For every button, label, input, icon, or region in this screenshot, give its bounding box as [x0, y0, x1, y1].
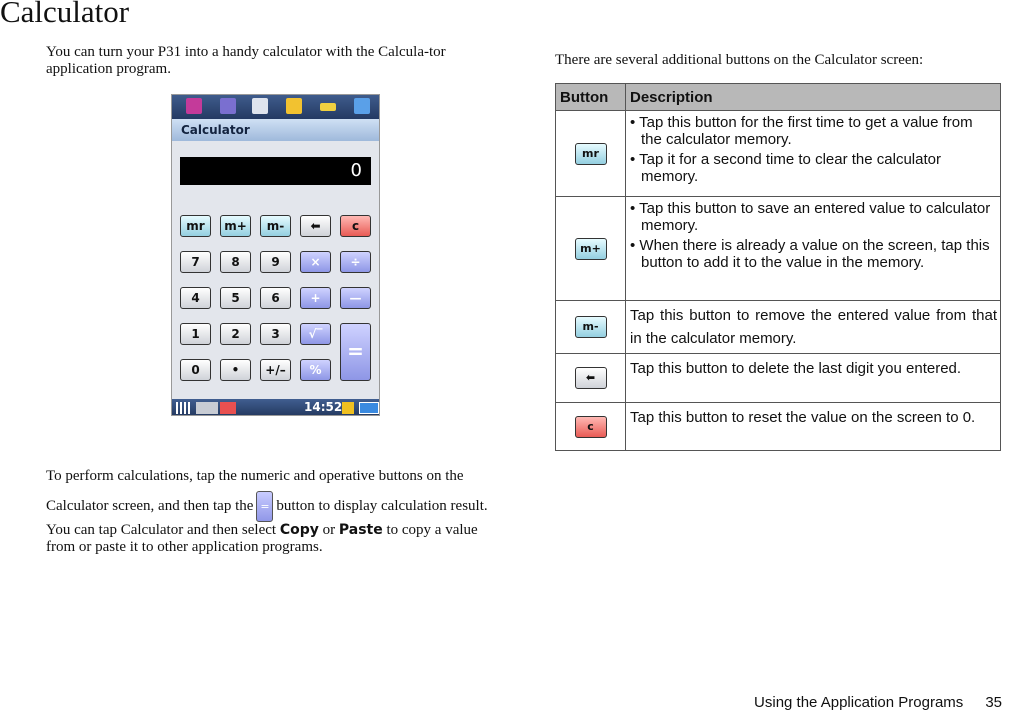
page-footer: [732, 694, 1002, 711]
description-line: • Tap this button for the first time to get a value from the calculator memory.: [630, 114, 973, 148]
paste-menu-term: Paste: [338, 522, 383, 538]
phone-taskbar: [172, 95, 380, 119]
signal-icon: [176, 402, 192, 414]
m-plus-key[interactable]: m+: [220, 215, 251, 237]
status-time: 14:52: [304, 400, 343, 414]
key-9[interactable]: 9: [260, 251, 291, 273]
key-1[interactable]: 1: [180, 323, 211, 345]
backspace-key[interactable]: ⬅: [300, 215, 331, 237]
multiply-key[interactable]: ×: [300, 251, 331, 273]
button-description-table: [555, 83, 1001, 451]
calculator-screenshot: [171, 94, 380, 416]
table-row: [556, 354, 1001, 403]
apps-icon: [354, 98, 370, 114]
copy-paste-or: or: [322, 522, 336, 538]
speaker-icon: [342, 402, 354, 414]
button-cell: [556, 403, 626, 451]
battery-icon: [359, 402, 379, 414]
key-7[interactable]: 7: [180, 251, 211, 273]
intro-paragraph: You can turn your P31 into a handy calculator with the Calcula-tor application program.: [46, 44, 446, 77]
key-6[interactable]: 6: [260, 287, 291, 309]
description-cell: Tap this button to remove the entered value from that in the calculator memory.: [626, 301, 1001, 354]
table-row: [556, 197, 1001, 301]
table-header-row: [556, 84, 1001, 111]
description-line: • Tap it for a second time to clear the calculator memory.: [630, 151, 941, 185]
percent-key[interactable]: %: [300, 359, 331, 381]
copy-paste-text-a: You can tap Calculator and then select: [46, 522, 277, 538]
footer-section: Using the Application Programs: [754, 694, 964, 711]
table-row: [556, 403, 1001, 451]
add-key[interactable]: +: [300, 287, 331, 309]
sign-key[interactable]: +/–: [260, 359, 291, 381]
page-number: 35: [985, 694, 1002, 711]
m-plus-button-icon: m+: [575, 238, 607, 260]
table-row: [556, 111, 1001, 197]
clear-button-icon: c: [575, 416, 607, 438]
description-cell: Tap this button to reset the value on the screen to 0.: [626, 403, 1001, 451]
key-5[interactable]: 5: [220, 287, 251, 309]
header-description: Description: [626, 84, 1001, 111]
table-row: [556, 301, 1001, 354]
tools-icon: [320, 103, 336, 111]
button-cell: [556, 301, 626, 354]
key-3[interactable]: 3: [260, 323, 291, 345]
copy-menu-term: Copy: [279, 522, 319, 538]
description-cell: [626, 197, 1001, 301]
description-line: • Tap this button to save an entered value to calculator memory.: [630, 200, 991, 234]
copy-paste-text-b: to copy a value from or paste it to other application programs.: [46, 522, 478, 555]
divide-key[interactable]: ÷: [340, 251, 371, 273]
mr-button-icon: mr: [575, 143, 607, 165]
description-cell: [626, 111, 1001, 197]
mr-key[interactable]: mr: [180, 215, 211, 237]
equals-button-inline-icon: =: [256, 491, 273, 522]
header-button: Button: [556, 84, 626, 111]
button-cell: [556, 354, 626, 403]
instructions-text-a: To perform calculations, tap the numeric and operative buttons on the Calculator screen, and then tap the: [46, 468, 464, 514]
key-4[interactable]: 4: [180, 287, 211, 309]
table-intro: There are several additional buttons on the Calculator screen:: [555, 52, 924, 68]
envelope-icon: [220, 402, 236, 414]
equals-key[interactable]: =: [340, 323, 371, 381]
calculator-body: [172, 141, 380, 399]
copy-paste-paragraph: [46, 522, 506, 556]
sqrt-key[interactable]: √‾: [300, 323, 331, 345]
button-cell: [556, 111, 626, 197]
backspace-button-icon: ⬅: [575, 367, 607, 389]
button-cell: [556, 197, 626, 301]
mail-icon: [252, 98, 268, 114]
keyboard-icon: [196, 402, 218, 414]
key-0[interactable]: 0: [180, 359, 211, 381]
decimal-key[interactable]: •: [220, 359, 251, 381]
m-minus-button-icon: m-: [575, 316, 607, 338]
phone-icon: [186, 98, 202, 114]
page-title: Calculator: [0, 0, 130, 29]
calendar-icon: [286, 98, 302, 114]
description-line: • When there is already a value on the screen, tap this button to add it to the value in the memory.: [630, 237, 990, 271]
instructions-text-b: button to display calculation result.: [276, 498, 488, 514]
contacts-icon: [220, 98, 236, 114]
m-minus-key[interactable]: m-: [260, 215, 291, 237]
phone-status-bar: [172, 399, 380, 416]
description-cell: Tap this button to delete the last digit you entered.: [626, 354, 1001, 403]
key-2[interactable]: 2: [220, 323, 251, 345]
subtract-key[interactable]: —: [340, 287, 371, 309]
clear-key[interactable]: c: [340, 215, 371, 237]
app-title-bar: Calculator: [172, 119, 380, 141]
calc-instructions: [46, 461, 516, 522]
key-8[interactable]: 8: [220, 251, 251, 273]
calc-display: 0: [180, 157, 371, 185]
